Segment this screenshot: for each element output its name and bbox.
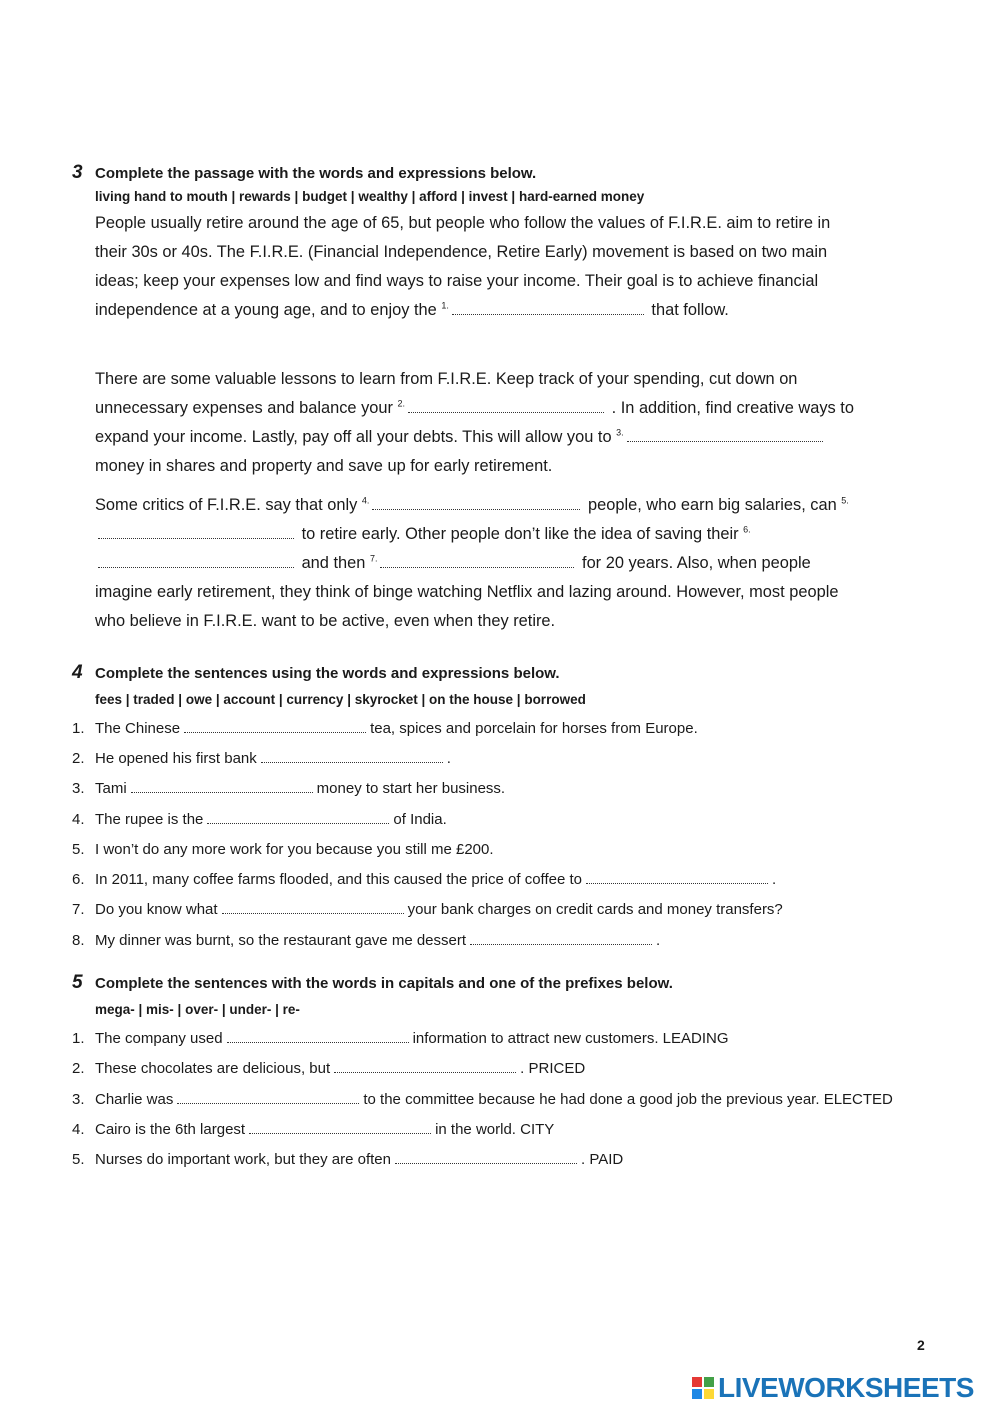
- item-number: 5.: [72, 1151, 85, 1168]
- passage-text: and then: [301, 554, 366, 572]
- item-text: to the committee because he had done a good job the previous year. ELECTED: [363, 1091, 893, 1108]
- passage-text: There are some valuable lessons to learn from F.I.R.E. Keep track of your spending, cut down on unnecessary expenses and balance your: [95, 370, 798, 417]
- passage-paragraph-2: [95, 365, 855, 481]
- item-text: I won’t do any more work for you because you still me £200.: [95, 841, 494, 858]
- item-number: 4.: [72, 1121, 85, 1138]
- answer-blank[interactable]: [131, 781, 313, 793]
- item-number: 4.: [72, 811, 85, 828]
- answer-blank[interactable]: [261, 751, 443, 763]
- item-text: .: [446, 750, 451, 767]
- item-text: Tami: [95, 780, 127, 797]
- passage-text: people, who earn big salaries, can: [587, 496, 837, 514]
- item-number: 2.: [72, 750, 85, 767]
- item-text: of India.: [393, 811, 447, 828]
- item-text: your bank charges on credit cards and money transfers?: [407, 901, 783, 918]
- item-text: These chocolates are delicious, but: [95, 1060, 331, 1077]
- passage-text: that follow.: [651, 301, 729, 319]
- answer-blank[interactable]: [249, 1122, 431, 1134]
- gap-number: 1.: [441, 300, 449, 311]
- word-bank: fees | traded | owe | account | currency | skyrocket | on the house | borrowed: [95, 692, 586, 707]
- gap-number: 3.: [616, 427, 624, 438]
- section-number: 4: [72, 662, 83, 683]
- logo-text: LIVEWORKSHEETS: [718, 1372, 974, 1403]
- item-text: . PRICED: [520, 1060, 586, 1077]
- item-text: in the world. CITY: [435, 1121, 555, 1138]
- blank-5[interactable]: [98, 524, 294, 539]
- section-title: Complete the sentences with the words in capitals and one of the prefixes below.: [95, 975, 673, 992]
- passage-text: to retire early. Other people don’t like the idea of saving their: [301, 525, 739, 543]
- gap-number: 6.: [743, 524, 751, 535]
- blank-6[interactable]: [98, 553, 294, 568]
- passage-text: for 20 years. Also, when people imagine early retirement, they think of binge watching Netflix and lazing around. However, most people who believe in F.I.R.E. want to be active, even when they retire.: [95, 554, 839, 630]
- gap-number: 5.: [841, 495, 849, 506]
- answer-blank[interactable]: [395, 1152, 577, 1164]
- item-text: Cairo is the 6th largest: [95, 1121, 246, 1138]
- gap-number: 2.: [397, 398, 406, 409]
- item-text: Do you know what: [95, 901, 218, 918]
- answer-blank[interactable]: [207, 812, 389, 824]
- item-number: 3.: [72, 1091, 85, 1108]
- item-text: . PAID: [580, 1151, 624, 1168]
- section-title: Complete the sentences using the words and expressions below.: [95, 665, 560, 682]
- word-bank: mega- | mis- | over- | under- | re-: [95, 1002, 300, 1017]
- item-number: 5.: [72, 841, 85, 858]
- item-number: 1.: [72, 720, 85, 737]
- item-text: My dinner was burnt, so the restaurant gave me dessert: [95, 932, 467, 949]
- item-number: 1.: [72, 1030, 85, 1047]
- item-text: money to start her business.: [316, 780, 506, 797]
- gap-number: 4.: [361, 495, 370, 506]
- item-number: 7.: [72, 901, 85, 918]
- blank-3[interactable]: [627, 427, 823, 442]
- answer-blank[interactable]: [334, 1061, 516, 1073]
- answer-blank[interactable]: [184, 721, 366, 733]
- item-text: .: [656, 932, 661, 949]
- word-bank: living hand to mouth | rewards | budget | wealthy | afford | invest | hard-earned money: [95, 189, 645, 204]
- blank-2[interactable]: [408, 398, 604, 413]
- passage-paragraph-1: [95, 209, 855, 325]
- item-text: .: [771, 871, 777, 888]
- passage-text: Some critics of F.I.R.E. say that only: [95, 496, 358, 514]
- passage-text: People usually retire around the age of 65, but people who follow the values of F.I.R.E. aim to retire in their 30s or 40s. The F.I.R.E. (Financial Independence, Retire Early) movement is based on two main ideas; keep your expenses low and find ways to raise your income. Their goal is to achieve financial independence at a young age, and to enjoy the: [95, 214, 831, 319]
- item-number: 2.: [72, 1060, 85, 1077]
- logo-blocks-icon: [692, 1377, 716, 1401]
- gap-number: 7.: [369, 553, 378, 564]
- blank-4[interactable]: [372, 495, 580, 510]
- item-text: The rupee is the: [95, 811, 204, 828]
- answer-blank[interactable]: [586, 872, 768, 884]
- page-number: 2: [917, 1337, 925, 1353]
- item-text: information to attract new customers. LEADING: [412, 1030, 729, 1047]
- passage-paragraph-3: [95, 491, 855, 636]
- item-number: 8.: [72, 932, 85, 949]
- answer-blank[interactable]: [227, 1031, 409, 1043]
- item-text: The company used: [95, 1030, 223, 1047]
- section-number: 5: [72, 972, 83, 993]
- blank-7[interactable]: [380, 553, 574, 568]
- answer-blank[interactable]: [222, 902, 404, 914]
- passage-text: . In addition, find creative ways to expand your income. Lastly, pay off all your debts. This will allow you to: [95, 399, 854, 446]
- answer-blank[interactable]: [177, 1092, 359, 1104]
- item-text: The Chinese: [95, 720, 181, 737]
- section-number: 3: [72, 162, 83, 183]
- item-number: 6.: [72, 871, 85, 888]
- item-text: tea, spices and porcelain for horses from Europe.: [370, 720, 698, 737]
- blank-1[interactable]: [452, 300, 644, 315]
- item-text: He opened his first bank: [95, 750, 257, 767]
- section-title: Complete the passage with the words and expressions below.: [95, 165, 537, 182]
- passage-text: money in shares and property and save up for early retirement.: [95, 457, 553, 475]
- item-text: Charlie was: [95, 1091, 174, 1108]
- item-number: 3.: [72, 780, 85, 797]
- item-text: Nurses do important work, but they are often: [95, 1151, 391, 1168]
- answer-blank[interactable]: [470, 933, 652, 945]
- item-text: In 2011, many coffee farms flooded, and this caused the price of coffee to: [95, 871, 582, 888]
